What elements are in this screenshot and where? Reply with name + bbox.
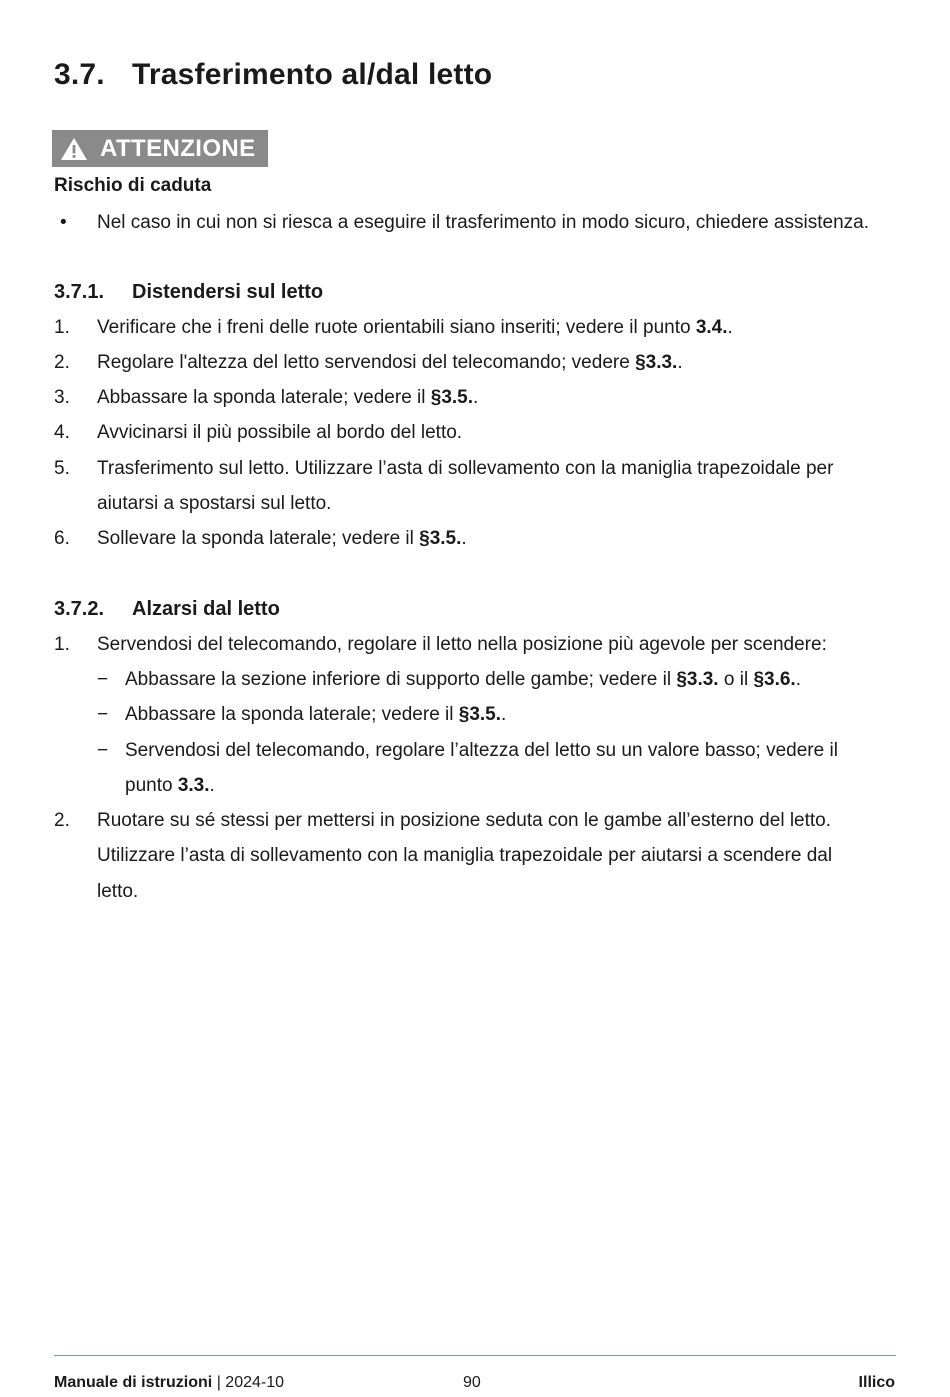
step-text: o il [718,669,754,690]
list-text [125,668,801,692]
subsection-heading-2 [54,598,280,621]
footer-divider [54,1355,896,1356]
dash-marker: − [97,704,109,725]
footer-separator: | [216,1374,221,1391]
step-text: Regolare l'altezza del letto servendosi del telecomando; vedere [97,352,636,373]
cross-reference: §3.5. [458,704,502,725]
cross-reference: §3.5. [430,387,474,408]
bullet-dot: • [60,212,67,233]
warning-banner [52,130,268,167]
cross-reference: §3.3. [635,352,678,373]
step-text: Abbassare la sponda laterale; vedere il [97,387,431,408]
list-text: letto. [97,881,139,902]
list-text: aiutarsi a spostarsi sul letto. [97,493,332,514]
step-text: Verificare che i freni delle ruote orientabili siano inseriti; vedere il punto [97,317,696,338]
step-tail: . [727,317,733,338]
section-title: Trasferimento al/dal letto [132,58,493,91]
subsection-number: 3.7.1. [54,281,105,303]
list-marker: 5. [54,458,70,479]
cross-reference: 3.4. [695,317,728,338]
list-text: Trasferimento sul letto. Utilizzare l’asta di sollevamento con la maniglia trapezoidale per [97,458,834,479]
subsection-heading-1 [54,281,323,304]
warning-triangle-icon [60,137,88,161]
list-text [125,774,215,798]
list-text: Utilizzare l’asta di sollevamento con la maniglia trapezoidale per aiutarsi a scendere dal [97,845,833,866]
footer-manual-info [54,1374,284,1392]
list-marker: 2. [54,810,70,831]
list-marker: 1. [54,634,70,655]
cross-reference: §3.5. [419,528,462,549]
list-text: Servendosi del telecomando, regolare il letto nella posizione più agevole per scendere: [97,634,827,655]
subsection-number: 3.7.2. [54,598,105,620]
list-text [97,527,467,551]
dash-marker: − [97,669,109,690]
cross-reference: 3.3. [177,775,210,796]
step-text: Abbassare la sezione inferiore di supporto delle gambe; vedere il [125,669,677,690]
list-text: Servendosi del telecomando, regolare l’altezza del letto su un valore basso; vedere il [125,740,838,761]
list-text: Avvicinarsi il più possibile al bordo del letto. [97,422,463,443]
step-tail: . [795,669,801,690]
step-tail: . [209,775,215,796]
step-text: Abbassare la sponda laterale; vedere il [125,704,459,725]
list-text: Ruotare su sé stessi per mettersi in posizione seduta con le gambe all’esterno del letto. [97,810,832,831]
footer-date: 2024-10 [225,1374,285,1391]
step-tail: . [461,528,467,549]
section-heading [54,58,492,92]
list-marker: 3. [54,387,70,408]
step-tail: . [677,352,683,373]
list-marker: 6. [54,528,70,549]
subsection-title: Distendersi sul letto [132,281,324,303]
warning-bullet-text: Nel caso in cui non si riesca a eseguire il trasferimento in modo sicuro, chiedere assistenza. [97,212,869,233]
cross-reference: §3.3. [676,669,719,690]
footer-manual-title: Manuale di istruzioni [54,1374,213,1391]
list-text [97,316,733,340]
dash-marker: − [97,740,109,761]
step-tail: . [473,387,479,408]
list-marker: 2. [54,352,70,373]
warning-label: ATTENZIONE [100,134,256,162]
step-text: punto [125,775,178,796]
footer-product: Illico [858,1374,895,1391]
step-tail: . [501,704,507,725]
list-marker: 4. [54,422,70,443]
list-text [125,703,506,727]
subsection-title: Alzarsi dal letto [132,598,280,620]
step-text: Sollevare la sponda laterale; vedere il [97,528,420,549]
page-number: 90 [463,1374,481,1391]
list-marker: 1. [54,317,70,338]
section-number: 3.7. [54,58,105,91]
list-text [97,386,478,410]
list-text [97,351,683,375]
risk-title: Rischio di caduta [54,175,212,196]
cross-reference: §3.6. [753,669,796,690]
